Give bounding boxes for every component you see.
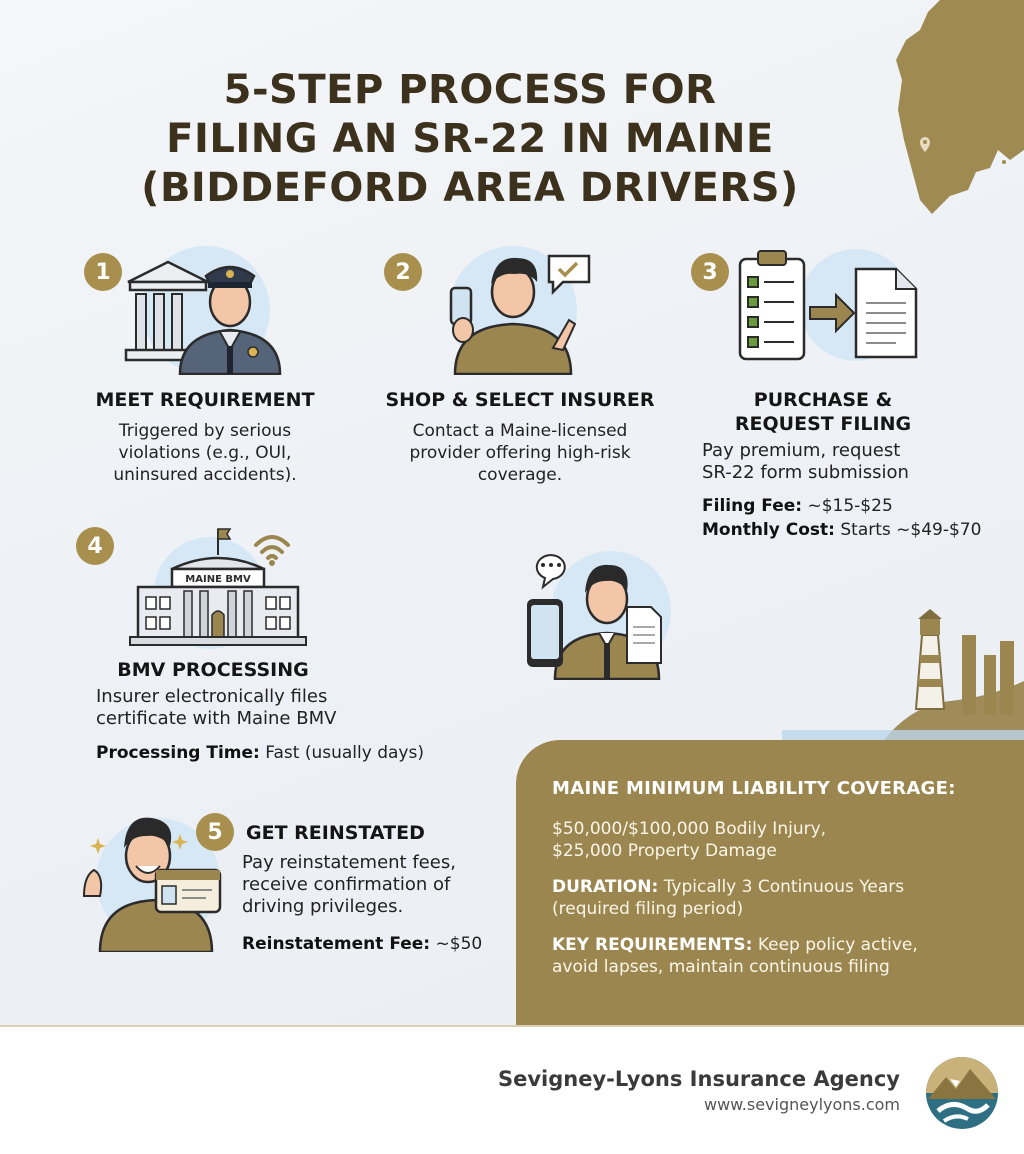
- step-4-processing-time: Processing Time: Fast (usually days): [96, 743, 424, 763]
- step-1-description: Triggered by serious violations (e.g., OUI, uninsured accidents).: [113, 421, 297, 485]
- courthouse-police-officer-icon: [118, 240, 288, 375]
- agency-logo-icon: [924, 1055, 1000, 1131]
- step-5-reinstatement-fee: Reinstatement Fee: ~$50: [242, 934, 483, 954]
- coverage-key-requirements-2: avoid lapses, maintain continuous filing: [552, 957, 890, 977]
- bmv-sign-text: MAINE BMV: [185, 574, 251, 585]
- coverage-duration-note: (required filing period): [552, 899, 744, 919]
- lighthouse-icon: [880, 605, 1024, 745]
- step-1-title: MEET REQUIREMENT: [95, 389, 315, 411]
- step-3-title: PURCHASE & REQUEST FILING: [734, 389, 912, 435]
- step-5-badge: 5: [196, 813, 234, 851]
- step-4-title: BMV PROCESSING: [117, 659, 309, 681]
- step-3-filing-fee: Filing Fee: ~$15-$25: [702, 496, 893, 516]
- coverage-duration: DURATION: Typically 3 Continuous Years: [552, 877, 905, 897]
- maine-map-icon: [880, 0, 1024, 215]
- step-5-description: Pay reinstatement fees, receive confirmation of driving privileges.: [242, 852, 456, 917]
- step-5-title: GET REINSTATED: [246, 822, 425, 844]
- checkmark-bubble-icon: [545, 252, 593, 296]
- checklist-to-document-icon: [736, 245, 926, 365]
- coverage-key-requirements: KEY REQUIREMENTS: Keep policy active,: [552, 935, 918, 955]
- step-3-description: Pay premium, request SR-22 form submission: [702, 440, 909, 483]
- agency-website[interactable]: www.sevigneylyons.com: [703, 1095, 900, 1114]
- coverage-panel: [516, 740, 1024, 1025]
- step-2-badge: 2: [384, 253, 422, 291]
- step-3-monthly-cost: Monthly Cost: Starts ~$49-$70: [702, 520, 982, 540]
- wifi-signal-icon: [250, 527, 294, 567]
- step-3-badge: 3: [691, 253, 729, 291]
- coverage-limits-line-1: $50,000/$100,000 Bodily Injury,: [552, 819, 827, 839]
- person-document-icon: [515, 535, 675, 680]
- step-4-badge: 4: [76, 527, 114, 565]
- agency-name: Sevigney-Lyons Insurance Agency: [497, 1067, 900, 1091]
- coverage-heading: MAINE MINIMUM LIABILITY COVERAGE:: [552, 778, 956, 799]
- coverage-limits-line-2: $25,000 Property Damage: [552, 841, 777, 861]
- page-title: 5-STEP PROCESS FOR FILING AN SR-22 IN MAINE (BIDDEFORD AREA DRIVERS): [141, 67, 799, 211]
- step-2-title: SHOP & SELECT INSURER: [385, 389, 655, 411]
- footer: [0, 1025, 1024, 1154]
- step-2-description: Contact a Maine-licensed provider offering high-risk coverage.: [409, 421, 631, 485]
- step-4-description: Insurer electronically files certificate with Maine BMV: [96, 686, 337, 729]
- step-1-badge: 1: [84, 253, 122, 291]
